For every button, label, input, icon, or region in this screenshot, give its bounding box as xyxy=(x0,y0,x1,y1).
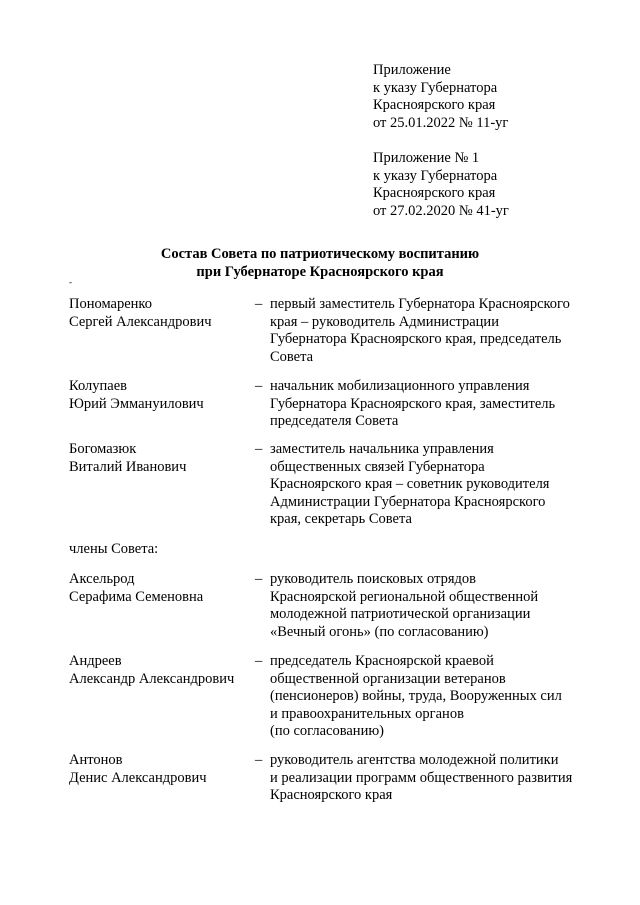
member-given-names: Сергей Александрович xyxy=(69,313,212,330)
appendix-header-current xyxy=(373,62,613,132)
member-position xyxy=(270,296,600,366)
member-surname: Колупаев xyxy=(69,378,127,394)
position-line: председатель Красноярской краевой xyxy=(270,653,494,669)
position-line: края, секретарь Совета xyxy=(270,511,412,527)
entry-dash: – xyxy=(255,441,263,457)
position-line: начальник мобилизационного управления xyxy=(270,378,530,394)
member-given-names: Серафима Семеновна xyxy=(69,588,204,605)
member-given-names: Александр Александрович xyxy=(69,670,235,687)
member-position xyxy=(270,653,600,741)
position-line: (по согласованию) xyxy=(270,723,384,739)
stray-dash-mark: - xyxy=(69,277,72,287)
entry-dash: – xyxy=(255,571,263,587)
member-surname: Аксельрод xyxy=(69,571,135,587)
member-position xyxy=(270,441,600,529)
position-line: заместитель начальника управления xyxy=(270,441,494,457)
member-surname: Антонов xyxy=(69,752,123,768)
position-line: и правоохранительных органов xyxy=(270,705,464,722)
position-line: Красноярского края – советник руководителя xyxy=(270,476,550,492)
document-title xyxy=(0,246,640,281)
position-line: Красноярской региональной общественной xyxy=(270,588,539,605)
position-line: Администрации Губернатора Красноярского xyxy=(270,493,546,510)
member-name xyxy=(69,441,254,476)
entry-dash: – xyxy=(255,296,263,312)
members-section-label: члены Совета: xyxy=(69,541,159,557)
member-name xyxy=(69,378,254,413)
member-name xyxy=(69,752,254,787)
member-surname: Пономаренко xyxy=(69,296,152,312)
position-line: (пенсионеров) войны, труда, Вооруженных сил xyxy=(270,688,562,704)
header-line: Приложение № 1 xyxy=(373,150,480,166)
position-line: руководитель агентства молодежной политики xyxy=(270,752,559,768)
position-line: председателя Совета xyxy=(270,413,399,429)
position-line: руководитель поисковых отрядов xyxy=(270,571,477,587)
title-line: при Губернаторе Красноярского края xyxy=(196,263,444,280)
header-line: Красноярского края xyxy=(373,97,496,113)
header-line: к указу Губернатора xyxy=(373,167,498,184)
member-surname: Андреев xyxy=(69,653,122,669)
header-line: Приложение xyxy=(373,62,451,78)
member-given-names: Денис Александрович xyxy=(69,769,207,786)
member-given-names: Юрий Эммануилович xyxy=(69,395,204,412)
member-name xyxy=(69,653,254,688)
position-line: Губернатора Красноярского края, заместитель xyxy=(270,395,556,412)
header-line: к указу Губернатора xyxy=(373,79,498,96)
member-surname: Богомазюк xyxy=(69,441,137,457)
position-line: края – руководитель Администрации xyxy=(270,313,499,330)
header-line: Красноярского края xyxy=(373,185,496,201)
position-line: Красноярского края xyxy=(270,787,393,803)
appendix-header-original xyxy=(373,150,613,220)
position-line: «Вечный огонь» (по согласованию) xyxy=(270,623,489,640)
member-position xyxy=(270,571,600,641)
position-line: первый заместитель Губернатора Красноярского xyxy=(270,296,570,312)
position-line: Совета xyxy=(270,348,314,365)
entry-dash: – xyxy=(255,752,263,768)
header-line: от 27.02.2020 № 41-уг xyxy=(373,202,509,219)
title-line: Состав Совета по патриотическому воспитанию xyxy=(160,246,480,262)
member-name xyxy=(69,571,254,606)
member-position xyxy=(270,378,600,431)
position-line: общественной организации ветеранов xyxy=(270,670,506,687)
member-position xyxy=(270,752,600,805)
position-line: и реализации программ общественного развития xyxy=(270,769,573,786)
entry-dash: – xyxy=(255,653,263,669)
header-line: от 25.01.2022 № 11-уг xyxy=(373,114,509,131)
entry-dash: – xyxy=(255,378,263,394)
position-line: молодежной патриотической организации xyxy=(270,606,531,622)
member-name xyxy=(69,296,254,331)
position-line: общественных связей Губернатора xyxy=(270,458,485,475)
member-given-names: Виталий Иванович xyxy=(69,458,187,475)
position-line: Губернатора Красноярского края, председатель xyxy=(270,331,562,347)
